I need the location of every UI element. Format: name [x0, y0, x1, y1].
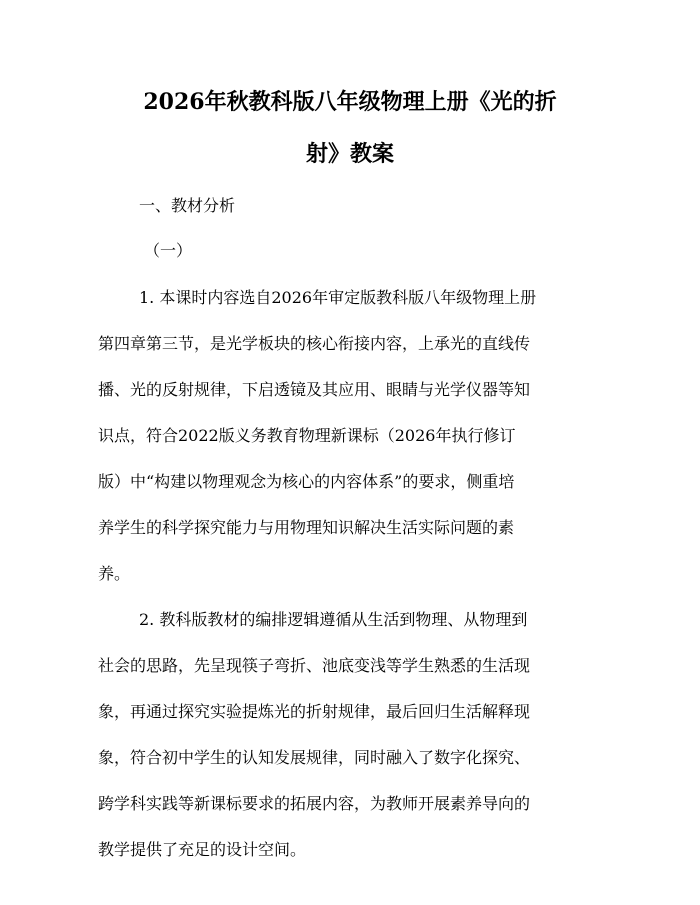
- paragraph-2-line-4: 象，符合初中学生的认知发展规律，同时融入了数字化探究、: [98, 748, 531, 767]
- document-title-line-1: 2026年秋教科版八年级物理上册《光的折: [143, 89, 557, 115]
- paragraph-1-line-3: 播、光的反射规律，下启透镜及其应用、眼睛与光学仪器等知: [98, 380, 531, 399]
- sub-heading: （一）: [144, 241, 193, 260]
- paragraph-2-line-1: 2. 教科版教材的编排逻辑遵循从生活到物理、从物理到: [139, 610, 528, 629]
- paragraph-1-line-7: 养。: [98, 564, 131, 583]
- paragraph-2-line-5: 跨学科实践等新课标要求的拓展内容，为教师开展素养导向的: [98, 794, 531, 813]
- section-heading: 一、教材分析: [139, 196, 236, 215]
- paragraph-1-line-1: 1. 本课时内容选自2026年审定版教科版八年级物理上册: [139, 288, 537, 307]
- paragraph-2-line-6: 教学提供了充足的设计空间。: [98, 840, 307, 859]
- paragraph-1-line-4: 识点，符合2022版义务教育物理新课标（2026年执行修订: [98, 426, 516, 445]
- paragraph-2-line-3: 象，再通过探究实验提炼光的折射规律，最后回归生活解释现: [98, 702, 531, 721]
- document-title-line-2: 射》教案: [305, 141, 394, 167]
- paragraph-1-line-5: 版）中“构建以物理观念为核心的内容体系”的要求，侧重培: [98, 472, 515, 491]
- paragraph-1-line-2: 第四章第三节，是光学板块的核心衔接内容，上承光的直线传: [98, 334, 531, 353]
- paragraph-2-line-2: 社会的思路，先呈现筷子弯折、池底变浅等学生熟悉的生活现: [98, 656, 531, 675]
- paragraph-1-line-6: 养学生的科学探究能力与用物理知识解决生活实际问题的素: [98, 518, 515, 537]
